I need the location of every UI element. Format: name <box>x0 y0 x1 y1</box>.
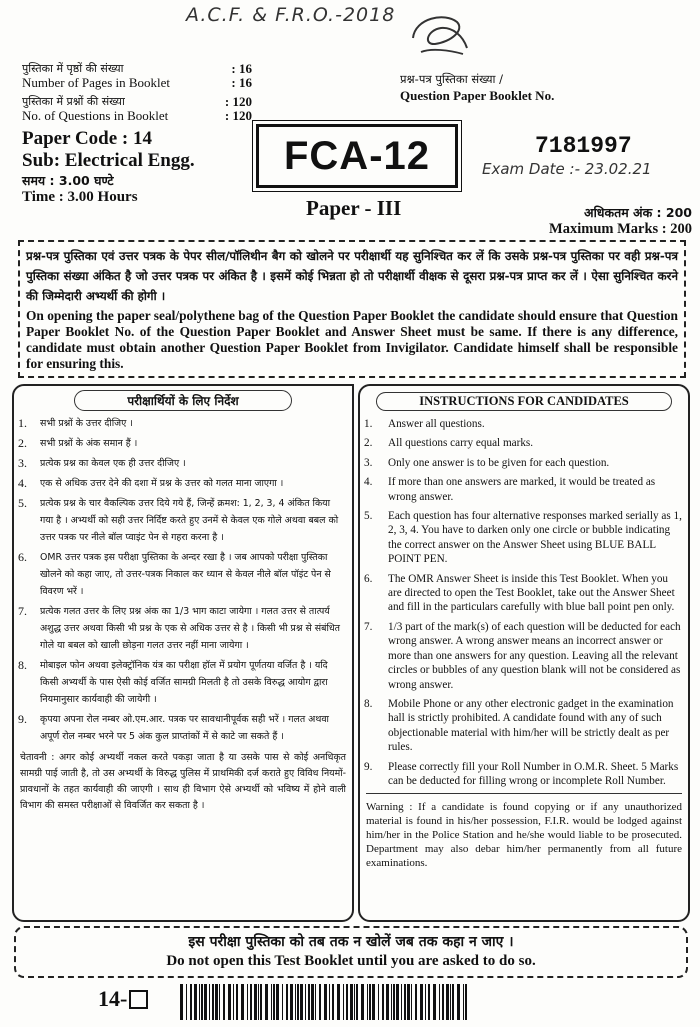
item-number: 1. <box>18 416 27 430</box>
item-text: All questions carry equal marks. <box>388 437 534 450</box>
list-item <box>364 620 682 692</box>
barcode-bar <box>382 984 384 1020</box>
barcode-bar <box>428 984 430 1020</box>
qpb-hi-label: प्रश्न-पत्र पुस्तिका संख्या / <box>400 72 504 86</box>
barcode-bar <box>378 984 379 1020</box>
list-item <box>18 549 346 600</box>
item-text: प्रत्येक प्रश्न का केवल एक ही उत्तर दीजिए । <box>40 458 186 469</box>
item-number: 5. <box>18 496 27 510</box>
barcode-bar <box>404 984 406 1020</box>
list-item <box>18 495 346 546</box>
paper-number: Paper - III <box>306 196 402 220</box>
time-hi: समय : 3.00 घण्टे <box>22 173 114 188</box>
list-item <box>18 455 346 472</box>
questions-en-label: No. of Questions in Booklet <box>22 108 169 123</box>
item-number: 4. <box>364 476 373 489</box>
barcode-bar <box>300 984 303 1020</box>
instructions-en-list <box>360 417 688 788</box>
square-icon <box>129 990 148 1009</box>
barcode-bar <box>396 984 399 1020</box>
paper-code: Paper Code : 14 <box>22 128 152 149</box>
item-text: सभी प्रश्नों के उत्तर दीजिए । <box>40 418 133 429</box>
barcode-bar <box>450 984 451 1020</box>
item-text: OMR उत्तर पत्रक इस परीक्षा पुस्तिका के अन्दर रखा है । जब आपको परीक्षा पुस्तिका खोलने को कहा जाए, तो उत्तर-पत्रक निकाल कर ध्यान से केवल नीले बॉल पॉइंट पेन से विवरण भरें । <box>40 552 331 597</box>
instructions-english <box>358 384 690 922</box>
barcode-bar <box>386 984 389 1020</box>
signature <box>405 8 475 60</box>
barcode-bar <box>415 984 417 1020</box>
item-number: 9. <box>364 760 373 773</box>
barcode-bar <box>446 984 449 1020</box>
barcode-bar <box>215 984 218 1020</box>
item-number: 5. <box>364 510 373 523</box>
item-number: 7. <box>364 620 373 633</box>
barcode-bar <box>319 984 321 1020</box>
item-number: 9. <box>18 712 27 726</box>
barcode-bar <box>329 984 330 1020</box>
barcode-bar <box>254 984 257 1020</box>
questions-value: : 120 <box>224 94 252 109</box>
item-text: 1/3 part of the mark(s) of each question will be deducted for each wrong answer. A wrong answer means an incorrect answer or more than one answers for any question. Leaving all the relevant circles or bubbles of any question blank will not be considered as wrong answer. <box>388 620 681 691</box>
barcode-bar <box>271 984 272 1020</box>
list-item <box>364 509 682 567</box>
barcode-bar <box>250 984 252 1020</box>
barcode-bar <box>369 984 371 1020</box>
barcode-bar <box>463 984 464 1020</box>
barcode-bar <box>425 984 426 1020</box>
barcode-bar <box>260 984 262 1020</box>
item-number: 2. <box>364 437 373 450</box>
barcode-bar <box>452 984 454 1020</box>
item-text: Please correctly fill your Roll Number in O.M.R. Sheet. 5 Marks can be deducted for filling wrong or incomplete Roll Number. <box>388 760 679 787</box>
pages-en-label: Number of Pages in Booklet <box>22 75 171 90</box>
barcode-bar <box>356 984 358 1020</box>
item-text: एक से अधिक उत्तर देने की दशा में प्रश्न के उत्तर को गलत माना जाएगा । <box>40 478 284 489</box>
notice-hi: प्रश्न-पत्र पुस्तिका एवं उत्तर पत्रक के पेपर सील/पॉलिथीन बैग को खोलने पर परीक्षार्थी यह सुनिश्चित कर लें कि उसके प्रश्न-पत्र पुस्तिका पर वही प्रश्न-पत्र पुस्तिका संख्या अंकित है जो उत्तर पत्रक पर अंकित है । इसमें कोई भिन्नता हो तो परीक्षार्थी वीक्षक से दूसरा प्रश्न-पत्र प्राप्त कर लें । ऐसा सुनिश्चित करने की जिम्मेदारी अभ्यर्थी की होगी । <box>26 249 678 303</box>
questions-hi-label: पुस्तिका में प्रश्नों की संख्या <box>22 95 125 108</box>
barcode-bar <box>311 984 314 1020</box>
item-number: 2. <box>18 436 27 450</box>
barcode-bar <box>241 984 244 1020</box>
barcode-bar <box>282 984 283 1020</box>
max-marks-hi: अधिकतम अंक : 200 <box>584 205 692 220</box>
barcode-bar <box>273 984 275 1020</box>
barcode-bar <box>420 984 423 1020</box>
warning-en: Warning : If a candidate is found copying or if any unauthorized material is found in his/her possession, F.I.R. would be lodged against him/her in the Police Station and he/she would liable to be prosecuted. Department may also debar him/her permanently from all future examinations. <box>366 793 682 870</box>
barcode-bar <box>209 984 210 1020</box>
barcode-bar <box>297 984 299 1020</box>
barcode-bar <box>186 984 187 1020</box>
handwritten-exam-date: Exam Date :- 23.02.21 <box>482 160 652 178</box>
barcode-bar <box>346 984 348 1020</box>
barcode-bar <box>258 984 259 1020</box>
page-code-text: 14- <box>98 986 128 1011</box>
notice-box <box>18 240 686 378</box>
footer-en: Do not open this Test Booklet until you are asked to do so. <box>166 953 536 969</box>
instructions-en-title: INSTRUCTIONS FOR CANDIDATES <box>376 392 672 411</box>
list-item <box>18 657 346 708</box>
barcode-bar <box>219 984 220 1020</box>
barcode-bar <box>401 984 402 1020</box>
item-number: 7. <box>18 604 27 618</box>
instructions-hindi <box>12 384 354 922</box>
booklet-number: 7181997 <box>535 133 632 159</box>
item-text: If more than one answers are marked, it would be treated as wrong answer. <box>388 476 656 503</box>
barcode-bar <box>337 984 340 1020</box>
barcode-bar <box>276 984 279 1020</box>
handwritten-top-note: A.C.F. & F.R.O.-2018 <box>186 4 396 26</box>
barcode-bar <box>372 984 375 1020</box>
barcode-bar <box>233 984 234 1020</box>
item-number: 6. <box>364 572 373 585</box>
barcode-bar <box>439 984 440 1020</box>
item-number: 6. <box>18 550 27 564</box>
barcode-bar <box>290 984 293 1020</box>
booklet-code-box <box>256 124 458 188</box>
barcode-bar <box>308 984 310 1020</box>
footer-notice <box>14 926 688 978</box>
item-text: सभी प्रश्नों के अंक समान हैं । <box>40 438 138 449</box>
barcode-bar <box>295 984 296 1020</box>
barcode-bar <box>180 984 183 1020</box>
barcode-bar <box>228 984 231 1020</box>
list-item <box>18 711 346 745</box>
barcode-bar <box>367 984 368 1020</box>
barcode-bar <box>236 984 238 1020</box>
barcode-bar <box>350 984 353 1020</box>
barcode-bar <box>223 984 225 1020</box>
notice-en: On opening the paper seal/polythene bag of the Question Paper Booklet the candidate should ensure that Question Paper Booklet No. of the Question Paper Booklet and Answer Sheet must be same. If there is any difference, candidate must obtain another Question Paper Booklet from Invigilator. Candidate himself shall be responsible for ensuring this. <box>26 308 678 371</box>
item-number: 3. <box>364 456 373 469</box>
barcode-bar <box>442 984 444 1020</box>
barcode-bar <box>204 984 207 1020</box>
questions-value-en: : 120 <box>224 108 252 123</box>
list-item <box>364 760 682 789</box>
list-item <box>18 475 346 492</box>
item-text: The OMR Answer Sheet is inside this Test Booklet. When you are directed to open the Test Booklet, take out the Answer Sheet and fill in the particulars carefully with blue ball point pen only. <box>388 572 675 614</box>
barcode-bar <box>411 984 412 1020</box>
list-item <box>18 435 346 452</box>
list-item <box>364 572 682 615</box>
list-item <box>364 697 682 755</box>
barcode-bar <box>315 984 316 1020</box>
barcode-bar <box>190 984 192 1020</box>
barcode-bar <box>465 984 467 1020</box>
max-marks-en: Maximum Marks : 200 <box>549 221 692 237</box>
item-text: Mobile Phone or any other electronic gadget in the examination hall is strictly prohibited. A candidate found with any of such objectionable material with him/her will be strictly dealt as per rules. <box>388 697 674 754</box>
item-text: Answer all questions. <box>388 418 485 430</box>
item-text: प्रत्येक प्रश्न के चार वैकल्पिक उत्तर दिये गये हैं, जिन्हें क्रमश: 1, 2, 3, 4 अंकित किया गया है । अभ्यर्थी को सही उत्तर निर्दिष्ट करते हुए उनमें से केवल एक गोले अथवा बबल को उत्तर पत्रक पर नीले बॉल प्वाइंट पेन से गहरा करना है । <box>40 498 339 543</box>
barcode-bar <box>286 984 288 1020</box>
list-item <box>364 436 682 450</box>
item-number: 8. <box>364 697 373 710</box>
barcode-bar <box>201 984 203 1020</box>
barcode-bar <box>361 984 364 1020</box>
instructions-hi-list <box>14 415 352 745</box>
barcode-bar <box>212 984 214 1020</box>
barcode-bar <box>354 984 355 1020</box>
barcode-bar <box>247 984 248 1020</box>
list-item <box>364 456 682 470</box>
page-code <box>98 986 148 1012</box>
warning-hi: चेतावनी : अगर कोई अभ्यर्थी नकल करते पकड़ा जाता है या उसके पास से कोई अनधिकृत सामग्री पाई जाती है, तो उस अभ्यर्थी के विरुद्ध पुलिस में प्राथमिकी दर्ज कराते हुए विविध नियमों-प्रावधानों के तहत कार्यवाही की जाएगी । साथ ही विभाग ऐसे अभ्यर्थी को भविष्य में होने वाली विभाग की समस्त परीक्षाओं से विवर्जित कर सकता है । <box>20 752 346 811</box>
pages-value-en: : 16 <box>231 75 252 90</box>
item-number: 8. <box>18 658 27 672</box>
subject: Sub: Electrical Engg. <box>22 150 195 171</box>
list-item <box>364 475 682 504</box>
barcode-bar <box>199 984 200 1020</box>
qpb-en-label: Question Paper Booklet No. <box>400 88 555 103</box>
time-en: Time : 3.00 Hours <box>22 189 138 205</box>
barcode-bar <box>457 984 460 1020</box>
item-text: Only one answer is to be given for each question. <box>388 456 610 469</box>
barcode-bar <box>343 984 344 1020</box>
booklet-code: FCA-12 <box>283 133 431 178</box>
list-item <box>18 603 346 654</box>
barcode <box>180 984 470 1020</box>
barcode-bar <box>324 984 327 1020</box>
list-item <box>364 417 682 431</box>
barcode-bar <box>194 984 197 1020</box>
item-text: कृपया अपना रोल नम्बर ओ.एम.आर. पत्रक पर सावधानीपूर्वक सही भरें । गलत अथवा अपूर्ण रोल नम्बर भरने पर 5 अंक कुल प्राप्तांकों में से काटे जा सकते हैं । <box>40 714 329 742</box>
item-text: Each question has four alternative responses marked serially as 1, 2, 3, 4. You have to darken only one circle or bubble indicating the correct answer on the Answer Sheet using BLUE BALL POINT PEN. <box>388 510 682 566</box>
item-number: 1. <box>364 418 373 430</box>
item-text: प्रत्येक गलत उत्तर के लिए प्रश्न अंक का 1/3 भाग काटा जायेगा । गलत उत्तर से तात्पर्य अशुद्ध उत्तर अथवा किसी भी प्रश्न के एक से अधिक उत्तर से है । किसी भी प्रश्न से संबंधित गोले या बबल को खाली छोड़ना गलत उत्तर नहीं माना जायेगा । <box>40 606 341 651</box>
footer-hi: इस परीक्षा पुस्तिका को तब तक न खोलें जब तक कहा न जाए । <box>188 934 514 950</box>
booklet-info <box>22 62 252 206</box>
pages-value: : 16 <box>231 61 252 76</box>
item-number: 4. <box>18 476 27 490</box>
barcode-bar <box>305 984 306 1020</box>
instructions-hi-title: परीक्षार्थियों के लिए निर्देश <box>74 390 292 411</box>
item-number: 3. <box>18 456 27 470</box>
item-text: मोबाइल फोन अथवा इलेक्ट्रॉनिक यंत्र का परीक्षा हॉल में प्रयोग पूर्णतया वर्जित है । यदि किसी अभ्यर्थी के पास ऐसी कोई वर्जित सामग्री मिलती है तो उसके विरुद्ध आयोग द्वारा नियमानुसार कार्यवाही की जायेगी । <box>40 660 328 705</box>
list-item <box>18 415 346 432</box>
barcode-bar <box>265 984 268 1020</box>
barcode-bar <box>433 984 436 1020</box>
barcode-bar <box>391 984 392 1020</box>
max-marks <box>470 204 692 238</box>
barcode-bar <box>332 984 334 1020</box>
barcode-bar <box>393 984 395 1020</box>
barcode-bar <box>407 984 410 1020</box>
pages-hi-label: पुस्तिका में पृष्ठों की संख्या <box>22 62 124 75</box>
